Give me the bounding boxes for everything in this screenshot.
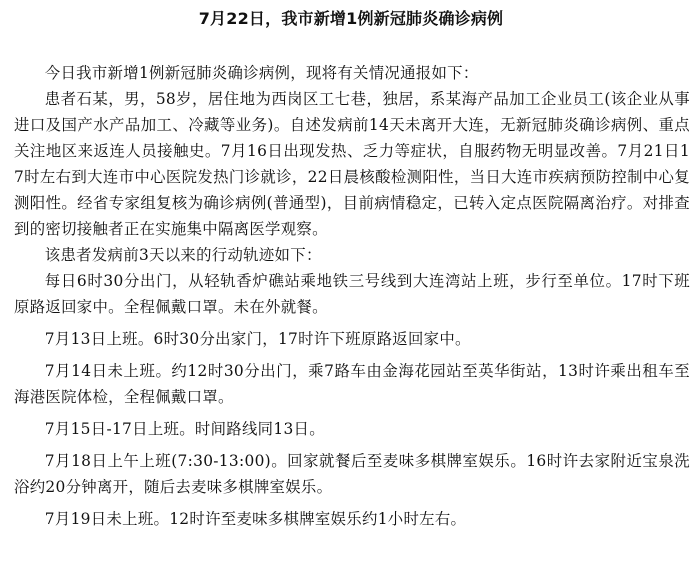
paragraph-july-14: 7月14日未上班。约12时30分出门，乘7路车由金海花园站至英华街站，13时许乘出租车至海港医院体检，全程佩戴口罩。 [14, 362, 690, 406]
paragraph-daily-route: 每日6时30分出门，从轻轨香炉礁站乘地铁三号线到大连湾站上班，步行至单位。17时下班原路返回家中。全程佩戴口罩。未在外就餐。 [14, 272, 690, 316]
paragraph-patient-info: 患者石某，男，58岁，居住地为西岗区工七巷，独居，系某海产品加工企业员工(该企业从事进口及国产水产品加工、冷藏等业务)。自述发病前14天未离开大连，无新冠肺炎确诊病例、重点关注地区来返连人员接触史。7月16日出现发热、乏力等症状，自服药物无明显改善。7月21日17时左右到大连市中心医院发热门诊就诊，22日晨核酸检测阳性，当日大连市疾病预防控制中心复测阳性。经省专家组复核为确诊病例(普通型)，目前病情稳定，已转入定点医院隔离治疗。对排查到的密切接触者正在实施集中隔离医学观察。 [14, 90, 690, 238]
paragraph-july-13: 7月13日上班。6时30分出家门，17时许下班原路返回家中。 [44, 330, 471, 348]
paragraph-july-19: 7月19日未上班。12时许至麦味多棋牌室娱乐约1小时左右。 [44, 510, 467, 528]
paragraph-july-15-17: 7月15日-17日上班。时间路线同13日。 [44, 420, 325, 438]
paragraph-track-intro: 该患者发病前3天以来的行动轨迹如下： [44, 246, 322, 264]
article-title: 7月22日，我市新增1例新冠肺炎确诊病例 [198, 9, 504, 28]
paragraph-intro: 今日我市新增1例新冠肺炎确诊病例，现将有关情况通报如下： [44, 64, 479, 82]
article-body [14, 60, 690, 532]
paragraph-july-18: 7月18日上午上班(7:30-13:00)。回家就餐后至麦味多棋牌室娱乐。16时许去家附近宝泉洗浴约20分钟离开，随后去麦味多棋牌室娱乐。 [14, 452, 690, 496]
